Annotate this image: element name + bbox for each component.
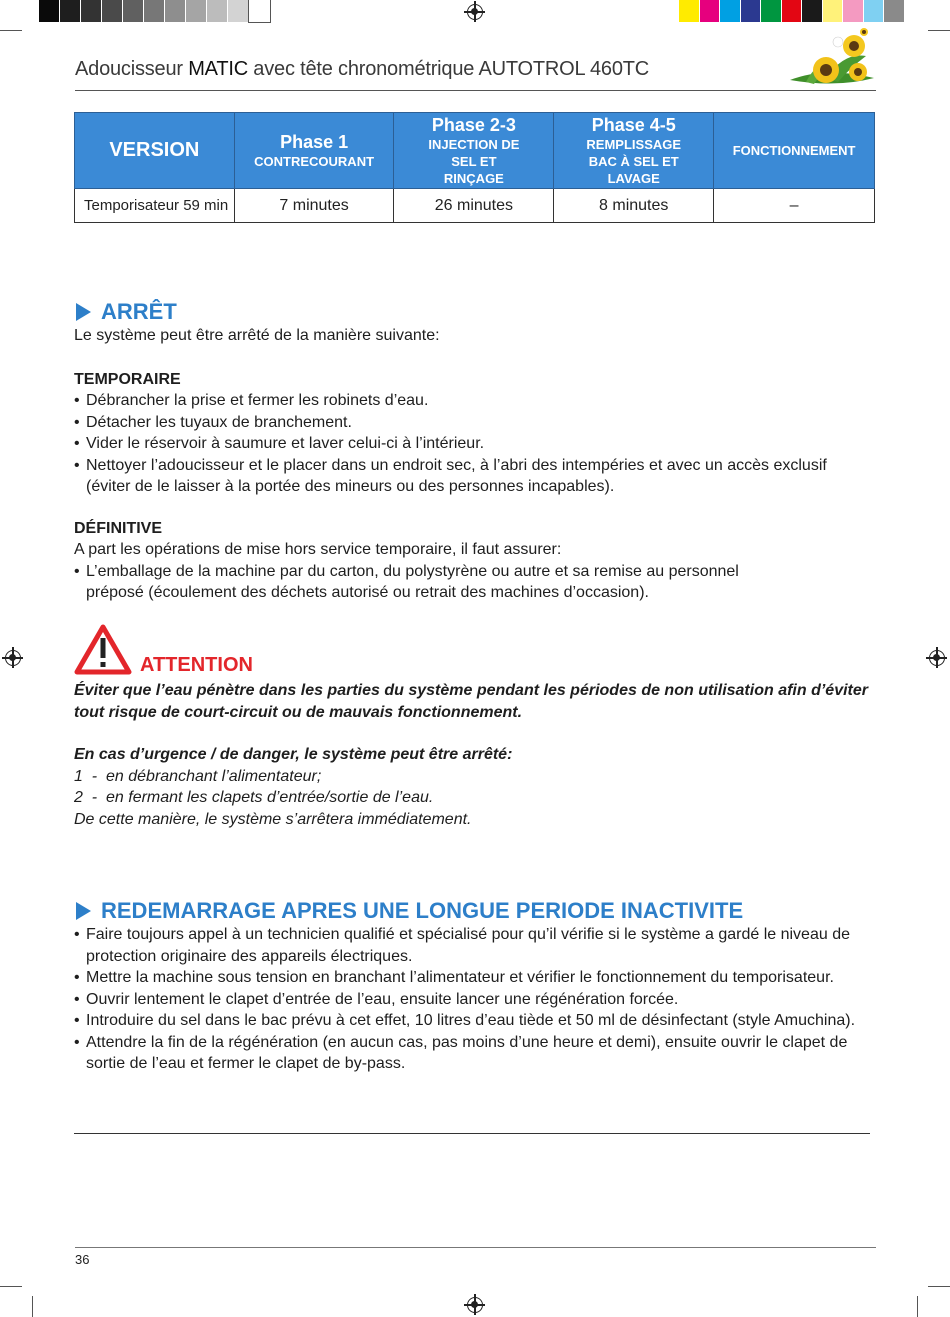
table-header-row	[75, 113, 875, 189]
warning-triangle-icon	[74, 624, 132, 676]
color-swatch	[761, 0, 782, 22]
table-header-phase-1	[234, 113, 394, 189]
header-main: Phase 2-3	[431, 114, 516, 135]
table-cell-fonctionnement: –	[714, 189, 875, 223]
list-item: • Détacher les tuyaux de branchement.	[74, 412, 884, 434]
color-swatch	[884, 0, 905, 22]
sunflower-logo	[786, 22, 876, 92]
table-header-phase-2-3	[394, 113, 554, 189]
temporaire-list	[74, 390, 884, 498]
arret-intro: Le système peut être arrêté de la manière suivante:	[74, 327, 440, 344]
footer-rule	[75, 1247, 876, 1248]
color-swatch	[700, 0, 721, 22]
definitive-heading: DÉFINITIVE	[74, 519, 163, 537]
crop-mark	[928, 30, 950, 31]
registration-mark-right	[929, 650, 945, 666]
restart-section	[74, 898, 884, 1075]
temporaire-heading: TEMPORAIRE	[74, 370, 181, 388]
emergency-step: 2 - en fermant les clapets d’entrée/sortie de l’eau.	[74, 789, 434, 806]
color-swatch	[720, 0, 741, 22]
list-item: • Attendre la fin de la régénération (en aucun cas, pas moins d’une heure et demi), ensuite ouvrir le clapet de sortie de l’eau et fermer le clapet de by-pass.	[74, 1032, 884, 1075]
color-swatch	[39, 0, 60, 22]
attention-section	[74, 624, 884, 830]
list-item: • Introduire du sel dans le bac prévu à cet effet, 10 litres d’eau tiède et 50 ml de désinfectant (style Amuchina).	[74, 1010, 884, 1032]
grayscale-calibration-bar	[39, 0, 270, 22]
color-swatch	[782, 0, 803, 22]
list-item: • L’emballage de la machine par du carton, du polystyrène ou autre et sa remise au personnel préposé (écoulement des déchets autorisé ou retrait des machines d’occasion).	[74, 561, 884, 604]
restart-list	[74, 924, 884, 1075]
color-swatch	[81, 0, 102, 22]
color-swatch	[249, 0, 270, 22]
color-swatch	[207, 0, 228, 22]
color-swatch	[123, 0, 144, 22]
arret-title: ARRÊT	[101, 299, 177, 324]
color-swatch	[864, 0, 885, 22]
restart-heading	[74, 898, 884, 924]
color-swatch	[186, 0, 207, 22]
table-header-version	[75, 113, 235, 189]
attention-heading	[74, 624, 884, 676]
list-item: • Débrancher la prise et fermer les robinets d’eau.	[74, 390, 884, 412]
color-swatch	[102, 0, 123, 22]
emergency-conclusion: De cette manière, le système s’arrêtera immédiatement.	[74, 810, 472, 828]
emergency-step: 1 - en débranchant l’alimentateur;	[74, 767, 322, 785]
header-sub: REMPLISSAGE BAC À SEL ET LAVAGE	[586, 136, 682, 186]
list-item: • Nettoyer l’adoucisseur et le placer dans un endroit sec, à l’abri des intempéries et avec un accès exclusif (éviter de le laisser à la portée des mineurs ou des personnes incapables).	[74, 455, 884, 498]
crop-mark	[928, 1286, 950, 1287]
table-header-phase-4-5	[554, 113, 714, 189]
list-item: • Faire toujours appel à un technicien qualifié et spécialisé pour qu’il vérifie si le système a gardé le niveau de protection originaire des appareils électriques.	[74, 924, 884, 967]
color-calibration-bar	[679, 0, 905, 22]
arret-section	[74, 299, 884, 604]
header-sub: CONTRECOURANT	[254, 153, 375, 169]
header-rule	[75, 90, 876, 91]
list-item: • Ouvrir lentement le clapet d’entrée de l’eau, ensuite lancer une régénération forcée.	[74, 989, 884, 1011]
restart-title: REDEMARRAGE APRES UNE LONGUE PERIODE INACTIVITE	[101, 898, 744, 923]
arret-heading	[74, 299, 884, 325]
color-swatch	[823, 0, 844, 22]
registration-mark-top	[467, 4, 483, 20]
table-cell-phase-2-3: 26 minutes	[394, 189, 554, 223]
table-cell-version: Temporisateur 59 min	[75, 189, 235, 223]
crop-mark	[32, 1296, 33, 1317]
color-swatch	[144, 0, 165, 22]
color-swatch	[741, 0, 762, 22]
document-title	[75, 58, 649, 81]
table-cell-phase-1: 7 minutes	[234, 189, 394, 223]
color-swatch	[228, 0, 249, 22]
page-number: 36	[75, 1252, 90, 1267]
table-cell-phase-4-5: 8 minutes	[554, 189, 714, 223]
header-main: Phase 4-5	[591, 114, 676, 135]
attention-warning: Éviter que l’eau pénètre dans les parties du système pendant les périodes de non utilisation afin d’éviter tout risque de court-circuit ou de mauvais fonctionnement.	[74, 682, 868, 721]
color-swatch	[679, 0, 700, 22]
header-sub: INJECTION DE SEL ET RINÇAGE	[428, 136, 520, 186]
definitive-list	[74, 561, 884, 604]
table-header-fonctionnement	[714, 113, 875, 189]
emergency-heading: En cas d’urgence / de danger, le système peut être arrêté:	[74, 746, 513, 763]
list-item: • Vider le réservoir à saumure et laver celui-ci à l’intérieur.	[74, 433, 884, 455]
play-arrow-icon	[76, 902, 91, 920]
registration-mark-bottom	[467, 1297, 483, 1313]
play-arrow-icon	[76, 303, 91, 321]
definitive-intro: A part les opérations de mise hors service temporaire, il faut assurer:	[74, 541, 562, 558]
attention-title: ATTENTION	[140, 654, 253, 676]
separator-line	[74, 1133, 870, 1134]
color-swatch	[165, 0, 186, 22]
header-main: VERSION	[109, 139, 200, 161]
title-brand: MATIC	[188, 58, 248, 80]
table-row	[75, 189, 875, 223]
title-suffix: avec tête chronométrique AUTOTROL 460TC	[247, 58, 650, 80]
header-main: Phase 1	[280, 131, 349, 152]
color-swatch	[802, 0, 823, 22]
registration-mark-left	[5, 650, 21, 666]
list-item: • Mettre la machine sous tension en branchant l’alimentateur et vérifier le fonctionnement du temporisateur.	[74, 967, 884, 989]
crop-mark	[917, 1296, 918, 1317]
crop-mark	[0, 30, 22, 31]
header-sub: FONCTIONNEMENT	[732, 143, 856, 158]
regeneration-phases-table	[74, 112, 875, 223]
color-swatch	[60, 0, 81, 22]
crop-mark	[0, 1286, 22, 1287]
color-swatch	[843, 0, 864, 22]
title-prefix: Adoucisseur	[75, 58, 189, 80]
